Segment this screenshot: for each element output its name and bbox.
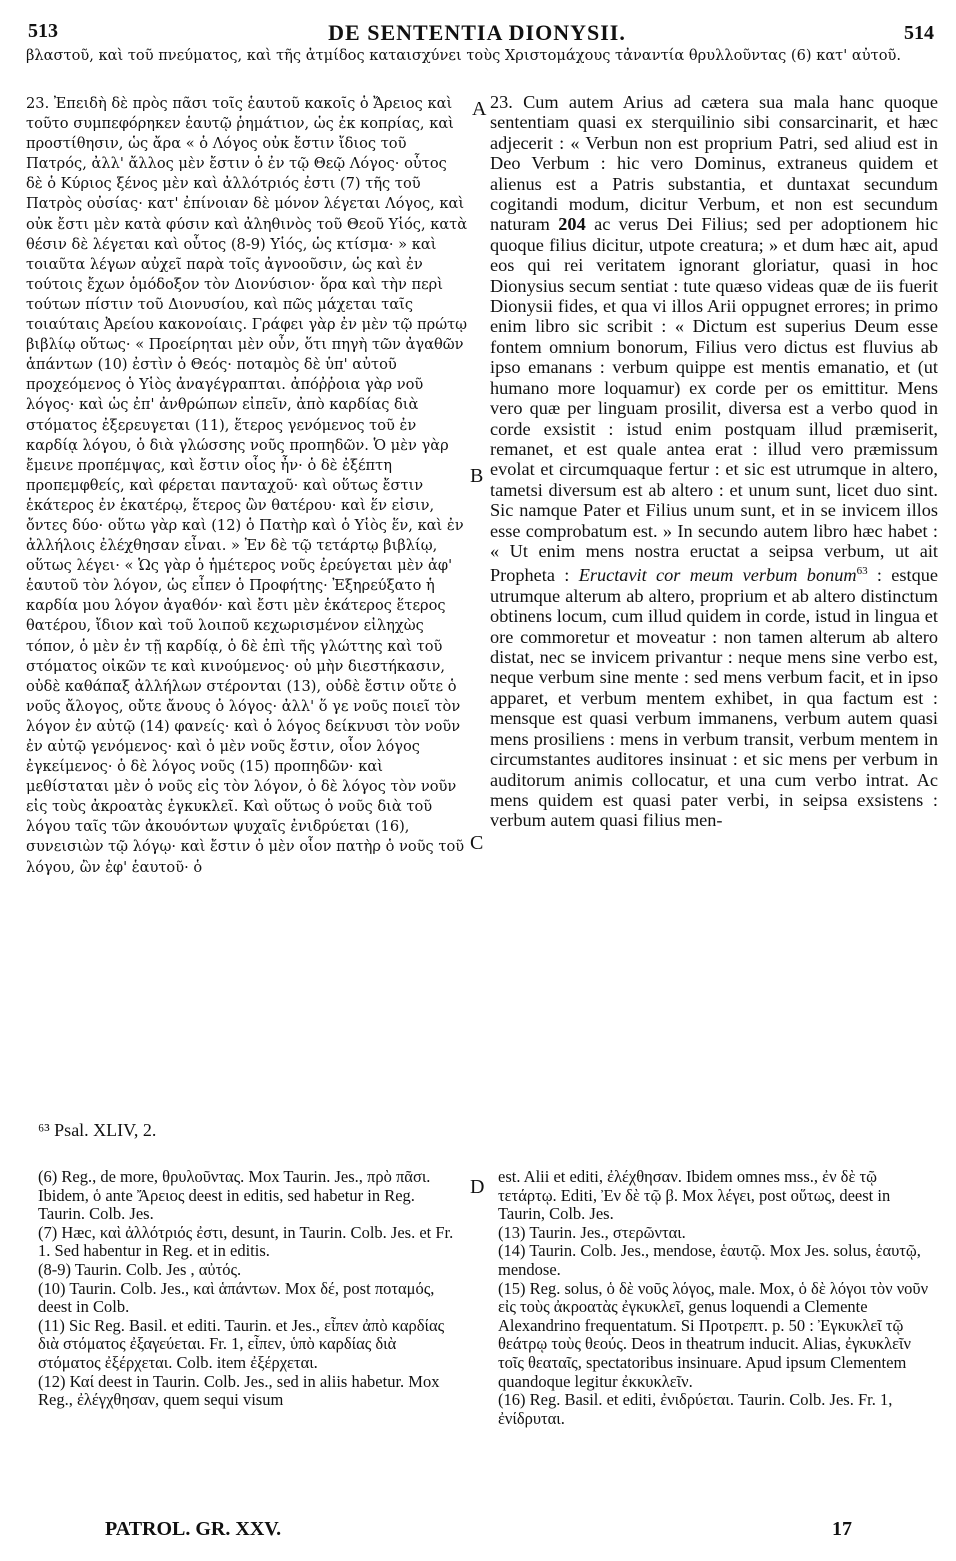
latin-text-part-1: 23. Cum autem Arius ad cætera sua mala hanc quoque sententiam quasi ex sterquilinio sibi consarcinarit, et hæc adjecerit : « Verbun non est proprium Patri, sed aliud est in Deo Verbum : hic vero Dominus, extraneus quidem et alienus est a Patris substantia, et duntaxat secundum cogitandi modum, dicitur Verbum, et non est secundum naturam — [490, 92, 938, 235]
footer-volume: PATROL. GR. XXV. — [105, 1518, 282, 1540]
note-13: (13) Taurin. Jes., στερῶνται. — [498, 1222, 686, 1242]
note-10: (10) Taurin. Colb. Jes., καὶ ἁπάντων. Mox δέ, post ποταμός, deest in Colb. — [38, 1278, 435, 1317]
greek-paragraph-23: 23. Ἐπειδὴ δὲ πρὸς πᾶσι τοῖς ἑαυτοῦ κακοῖς ὁ Ἄρειος καὶ τοῦτο συμπεφόρηκεν ἑαυτῷ ῥημάτιον, ὡς ἐκ κοπρίας, καὶ προστίθησιν, ὡς ἄρα « ὁ Λόγος οὐκ ἔστιν ἴδιος τοῦ Πατρός, ἀλλ' ἄλλος μὲν ἔστιν ὁ ἐν τῷ Θεῷ Λόγος· οὗτος δὲ ὁ Κύριος ξένος μὲν καὶ ἀλλότριός ἐστι (7) τῆς τοῦ Πατρὸς οὐσίας· κατ' ἐπίνοιαν δὲ μόνον λέγεται Λόγος, καὶ οὐκ ἔστι μὲν κατὰ φύσιν καὶ ἀληθινὸς τοῦ Θεοῦ Υἱός, κατὰ θέσιν δὲ λέγεται καὶ οὗτος (8-9) Υἱός, ὡς κτίσμα· » καὶ τοιαῦτα λέγων αὐχεῖ παρὰ τοῖς ἀγνοοῦσιν, ὡς καὶ ἐν τούτοις ἔχων ὁμόδοξον τὸν Διονύσιον· ὅρα καὶ τὴν περὶ τούτων πίστιν τοῦ Διονυσίου, καὶ πῶς μάχεται ταῖς τοιαύταις Ἀρείου κακονοίαις. Γράφει γὰρ ἐν μὲν τῷ πρώτῳ βιβλίῳ οὕτως· « Προείρηται μὲν οὖν, ὅτι πηγὴ τῶν ἀγαθῶν ἁπάντων (10) ἐστὶν ὁ Θεός· ποταμὸς δὲ ὑπ' αὐτοῦ προχεόμενος ὁ Υἱὸς ἀναγέγραπται. ἀπόῤῥοια γὰρ νοῦ λόγος· καὶ ὡς ἐπ' ἀνθρώπων εἰπεῖν, ἀπὸ καρδίας διὰ στόματος ἐξερευγεται (11), ἕτερος γενόμενος τοῦ ἐν καρδίᾳ λόγου, ὁ διὰ γλώσσης νοῦς προπηδῶν. Ὁ μὲν γὰρ ἔμεινε προπέμψας, καὶ ἔστιν οἷος ἦν· ὁ δὲ ἐξέπτη προπεμφθείς, καὶ φέρεται πανταχοῦ· καὶ οὕτως ἔστιν ἑκάτερος ἐν ἑκατέρῳ, ἕτερος ὢν θατέρου· καὶ ἕν εἰσιν, ὄντες δύο· οὕτω γὰρ καὶ (12) ὁ Πατὴρ καὶ ὁ Υἱὸς ἕν, καὶ ἐν ἀλλήλοις ἐλέχθησαν εἶναι. » Ἐν δὲ τῷ τετάρτῳ βιβλίῳ, οὕτως λέγει· « Ὡς γὰρ ὁ ἡμέτερος νοῦς ἐρεύγεται μὲν ἀφ' ἑαυτοῦ τὸν λόγον, ὡς εἶπεν ὁ Προφήτης· Ἐξηρεύξατο ἡ καρδία μου λόγον ἀγαθόν· καὶ ἔστι μὲν ἑκάτερος ἕτερος θατέρου, ἴδιον καὶ τοῦ λοιποῦ κεχωρισμένον εἰληχὼς τόπον, ὁ μὲν ἐν τῇ καρδίᾳ, ὁ δὲ ἐπὶ τῆς γλώττης καὶ τοῦ στόματος οἰκῶν τε καὶ κινούμενος· οὐ μὴν διεστήκασιν, οὐδὲ καθάπαξ ἀλλήλων στέρονται (13), οὐδὲ ἔστιν οὔτε ὁ νοῦς ἄλογος, οὔτε ἄνους ὁ λόγος· ἀλλ' ὅ γε νοῦς ποιεῖ τὸν λόγον ἐν αὐτῷ (14) φανείς· καὶ ὁ λόγος δείκνυσι τὸν νοῦν ἐν αὐτῷ γενόμενος· καὶ ὁ μὲν νοῦς ἔστιν, οἷον λόγος ἐγκείμενος· ὁ δὲ λόγος νοῦς (15) προπηδῶν· καὶ μεθίσταται μὲν ὁ νοῦς εἰς τὸν λόγον, ὁ δὲ λόγος τὸν νοῦν εἰς τοὺς ἀκροατὰς ἐγκυκλεῖ. Καὶ οὕτως ὁ νοῦς διὰ τοῦ λόγου ταῖς τῶν ἀκουόντων ψυχαῖς ἐνιδρύεται (16), συνεισιὼν τῷ λόγῳ· καὶ ἔστιν ὁ μὲν οἷον πατὴρ ὁ νοῦς τοῦ λόγου, ὢν ἐφ' ἑαυτοῦ· ὁ — [26, 95, 468, 876]
latin-scripture-quote: Eructavit cor meum verbum bonum — [578, 565, 857, 586]
greek-continuation: βλαστοῦ, καὶ τοῦ πνεύματος, καὶ τῆς ἀτμίδος καταισχύνει τοὺς Χριστομάχους τἀναντία θρυλλοῦντας (6) κατ' αὐτοῦ. — [26, 47, 901, 64]
section-marker-d: D — [470, 1176, 485, 1198]
section-marker-a: A — [472, 98, 487, 120]
note-15: (15) Reg. solus, ὁ δὲ νοῦς λόγος, male. Mox, ὁ δὲ λόγοι τὸν νοῦν εἰς τοὺς ἀκροατὰς ἐγκυκλεῖ, genus loquendi a Clemente Alexandrino frequentatum. Si Προτρεπτ. p. 50 : Ἐγκυκλεῖ τῷ θεάτρῳ τοὺς θεούς. Deos in theatrum inducit. Alias, ἐγκυκλεῖν τοῖς θεαταῖς, spectatoribus insinuare. Apud ipsum Clementem quandoque legitur ἐκκυκλεῖν. — [498, 1278, 929, 1391]
footnote-reference: 63 — [856, 565, 868, 578]
page-number-right: 514 — [904, 22, 934, 44]
critical-notes-left — [38, 1168, 463, 1410]
latin-paragraph-23 — [490, 92, 938, 831]
note-12-continued: est. Alii et editi, ἐλέχθησαν. Ibidem omnes mss., ἐν δὲ τῷ τετάρτῳ. Editi, Ἐν δὲ τῷ β. Mox λέγει, post οὕτως, deest in Taurin, Colb. Jes. — [498, 1167, 891, 1224]
note-12: (12) Καί deest in Taurin. Colb. Jes., sed in aliis habetur. Mox Reg., ἐλέγχθησαν, quem sequi visum — [38, 1371, 440, 1410]
section-marker-b: B — [470, 465, 484, 487]
footnote-63: ⁶³ Psal. XLIV, 2. — [38, 1120, 157, 1140]
latin-column — [490, 92, 938, 831]
note-16: (16) Reg. Basil. et editi, ἐνιδρύεται. Taurin. Colb. Jes. Fr. 1, ἐνίδρυται. — [498, 1390, 893, 1428]
section-marker-c: C — [470, 832, 484, 854]
note-7: (7) Hæc, καὶ ἀλλότριός ἐστι, desunt, in Taurin. Colb. Jes. et Fr. 1. Sed habentur in Reg. et in editis. — [38, 1222, 454, 1261]
greek-column — [26, 94, 468, 878]
page-number-left: 513 — [28, 20, 58, 42]
note-14: (14) Taurin. Colb. Jes., mendose, ἑαυτῷ. Mox Jes. solus, ἑαυτῷ, mendose. — [498, 1241, 921, 1279]
critical-notes-right — [498, 1168, 938, 1428]
latin-text-part-3: : estque utrumque alterum ab altero, proprium et ab altero distinctum obtinens locum, cum illud quidem in corde, istud in lingua et ore commoretur et moveatur : non tamen alterum ab altero distat, nec se invicem privantur : neque mens sine verbo est, neque verbum sine mente : sed mens verbum facit, et in ipso apparet, et verbum mentem exhibet, in qua factum est : mensque est quasi verbum immanens, verbum autem quasi mens prosiliens : mens in verbum transit, verbum mentem in circumstantes auditores insinuat : et sic mens per verbum in auditorum animis collocatur, et una cum verbo intrat. Ac mens quidem est quasi pater verbi, in seipsa exsistens : verbum autem quasi filius men- — [490, 565, 938, 831]
note-6: (6) Reg., de more, θρυλοῦντας. Mox Taurin. Jes., πρὸ πᾶσι. Ibidem, ὁ ante Ἄρειος deest in editis, sed habetur in Reg. Taurin. Colb. Jes. — [38, 1167, 431, 1224]
column-number-marker: 204 — [558, 214, 586, 235]
footer-signature: 17 — [832, 1518, 852, 1540]
latin-text-part-2: ac verus Dei Filius; sed per adoptionem hic quoque filius dicitur, utpote creatura; » et dum hæc ait, apud eos qui rei veritatem ignorant gloriatur, quasi in hoc Dionysius secum sentiat : tute quæso videas quæ de iis fuerit Dionysii fides, et qua vi illos Arii oppugnet errores; in primo enim libro sic scribit : « Dictum est superius Deum esse fontem omnium bonorum, Filius vero dictus est fluvius ab ipso emanans : verbum quippe est mentis emanatio, et (ut humano more loquamur) ex corde per os emittitur. Mens vero quæ per linguam prosilit, diversa est a verbo quod in corde exsistit : istud enim postquam illud præmiserit, remanet, et est quale antea erat : illud vero præmissum evolat et circumquaque fertur : et sic est utrumque in altero, tametsi diversum est ab altero : et unum sunt, licet duo sint. Sic namque Pater et Filius unum sunt, et in se invicem illos esse comprobatum est. » In secundo autem libro hæc habet : « Ut enim mens nostra eructat a seipsa verbum, ut ait Propheta : — [490, 214, 938, 586]
note-11: (11) Sic Reg. Basil. et editi. Taurin. et Jes., εἶπεν ἀπὸ καρδίας διὰ στόματος ἐξαγεύεται. Fr. 1, εἶπεν, ὑπὸ καρδίας διὰ στόματος ἐξέρχεται. Colb. item ἐξέρχεται. — [38, 1315, 445, 1372]
note-8-9: (8-9) Taurin. Colb. Jes , αὐτός. — [38, 1259, 242, 1279]
running-title: DE SENTENTIA DIONYSII. — [328, 20, 626, 45]
